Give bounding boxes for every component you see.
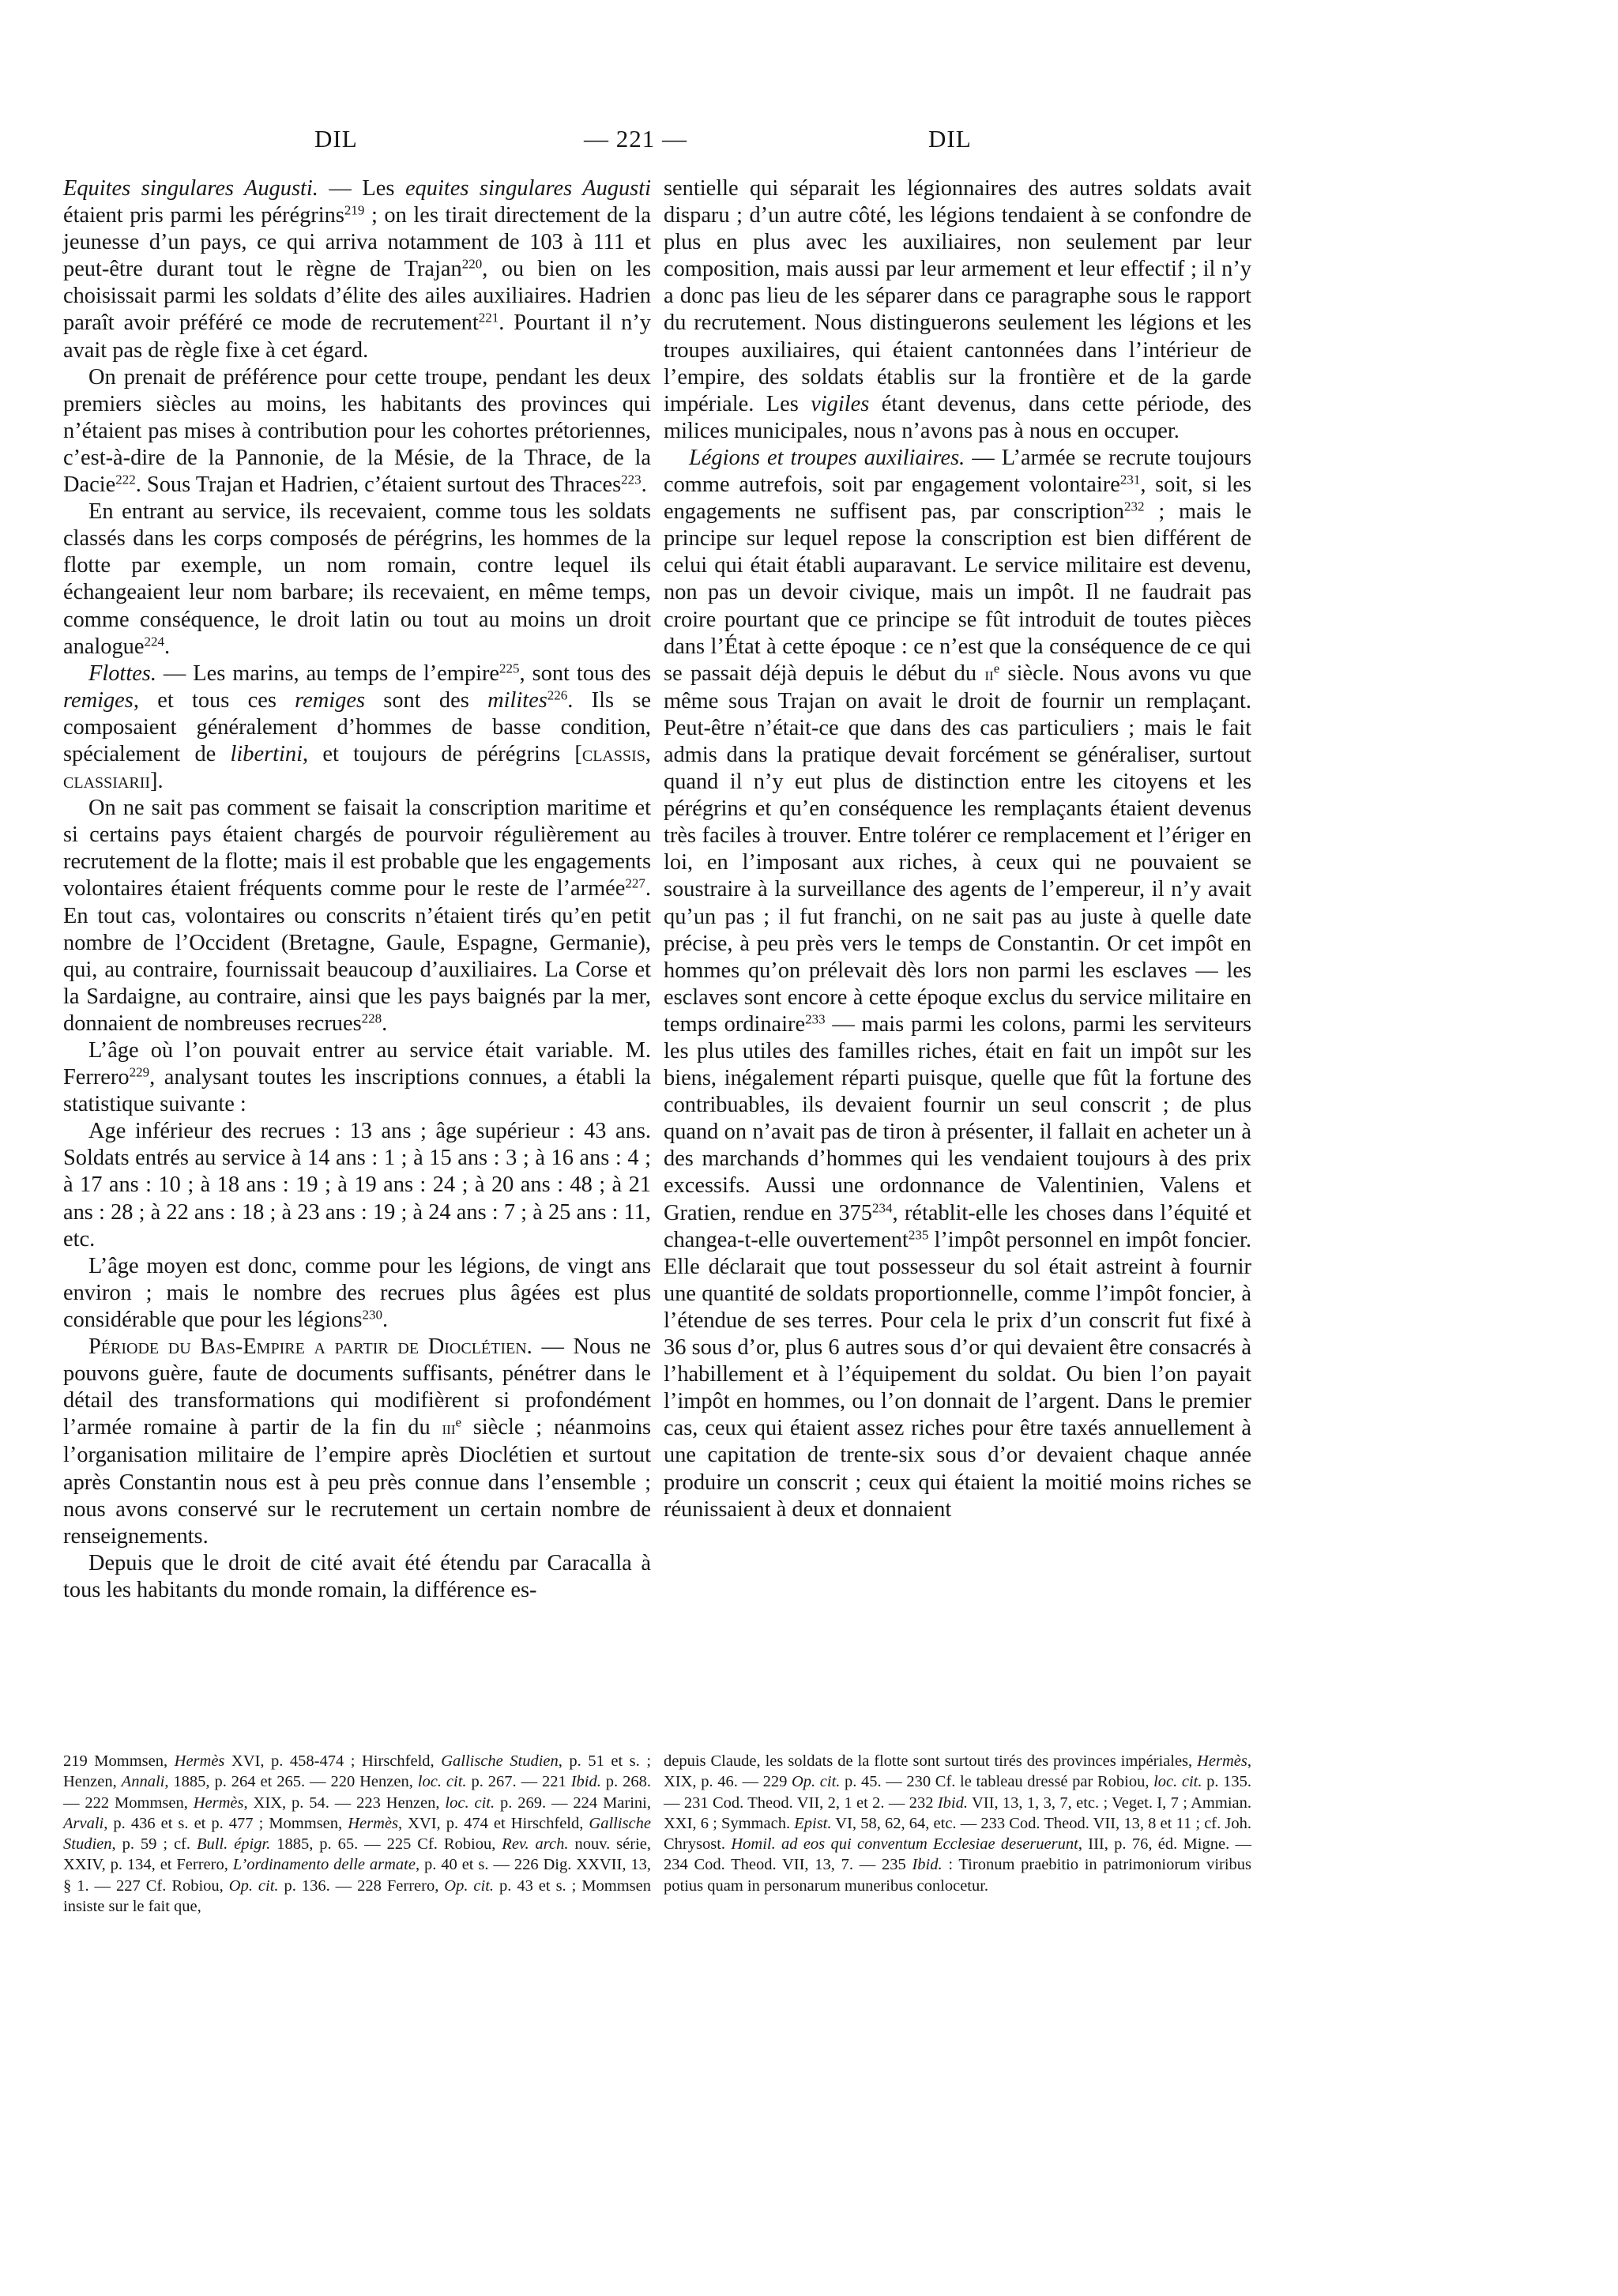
right-column: [664, 175, 1251, 1523]
section-heading: Flottes.: [88, 661, 156, 686]
footnote-ref[interactable]: 223: [621, 472, 642, 487]
section-heading: Légions et troupes auxiliaires.: [689, 445, 965, 470]
footnote-ref[interactable]: 235: [908, 1227, 929, 1243]
footnote-ref[interactable]: 231: [1119, 472, 1141, 487]
footnote-ref[interactable]: 232: [1123, 499, 1145, 514]
footnote-ref[interactable]: 220: [461, 256, 483, 272]
paragraph: L’âge moyen est donc, comme pour les légions, de vingt ans environ ; mais le nombre des recrues plus âgées est plus considérable que pour les légions$^{230}$.: [63, 1253, 651, 1332]
paragraph: L’âge où l’on pouvait entrer au service était variable. M. Ferrero$^{229}$, analysant toutes les inscriptions connues, a établi la statistique suivante :: [63, 1038, 651, 1117]
footnote-block: 219 Mommsen, Hermès XVI, p. 458-474 ; Hirschfeld, Gallische Studien, p. 51 et s. ; Henzen, Annali, 1885, p. 264 et 265. — 220 Henzen, loc. cit. p. 267. — 221 Ibid. p. 268. — 222 Mommsen, Hermès, XIX, p. 54. — 223 Henzen, loc. cit. p. 269. — 224 Marini, Arvali, p. 436 et s. et p. 477 ; Mommsen, Hermès, XVI, p. 474 et Hirschfeld, Gallische Studien, p. 59 ; cf. Bull. épigr. 1885, p. 65. — 225 Cf. Robiou, Rev. arch. nouv. série, XXIV, p. 134, et Ferrero, L’ordinamento delle armate, p. 40 et s. — 226 Dig. XXVII, 13, § 1. — 227 Cf. Robiou, Op. cit. p. 136. — 228 Ferrero, Op. cit. p. 43 et s. ; Mommsen insiste sur le fait que,: [63, 1752, 652, 1916]
paragraph-bas-empire: Période du Bas-Empire a partir de Dioclétien. — Nous ne pouvons guère, faute de documents suffisants, pénétrer dans le détail des transformations qui modifièrent si profondément l’armée romaine à partir de la fin du iii$^e$ siècle ; néanmoins l’organisation militaire de l’empire après Dioclétien et surtout après Constantin nous est à peu près connue dans l’ensemble ; nous avons conservé sur le recrutement un certain nombre de renseignements.: [63, 1334, 652, 1549]
footnotes-left: [63, 1751, 651, 1917]
footnote-ref[interactable]: 219: [344, 202, 365, 218]
section-heading: Equites singulares Augusti.: [63, 176, 318, 201]
paragraph: En entrant au service, ils recevaient, comme tous les soldats classés dans les corps composés de pérégrins, les hommes de la flotte par exemple, un nom romain, contre lequel ils échangeaient leur nom barbare; ils recevaient, en même temps, comme conséquence, le droit latin ou tout au moins un droit analogue$^{224}$.: [63, 499, 651, 659]
footnote-ref[interactable]: 229: [129, 1064, 150, 1080]
page-number: — 221 —: [584, 125, 687, 152]
paragraph-equites-singulares: Equites singulares Augusti. — Les equites singulares Augusti étaient pris parmi les pérégrins$^{219}$ ; on les tirait directement de la jeunesse d’un pays, ce qui arriva notamment de 103 à 111 et peut-être durant tout le règne de Trajan$^{220}$, ou bien on les choisissait parmi les soldats d’élite des ailes auxiliaires. Hadrien paraît avoir préféré ce mode de recrutement$^{221}$. Pourtant il n’y avait pas de règle fixe à cet égard.: [63, 176, 652, 363]
paragraph-continued: sentielle qui séparait les légionnaires des autres soldats avait disparu ; d’un autre côté, les légions tendaient à se confondre de plus en plus avec les auxiliaires, non seulement par leur composition, mais aussi par leur armement et leur effectif ; il n’y a donc pas lieu de les séparer dans ce paragraphe sous le rapport du recrutement. Nous distinguerons seulement les légions et les troupes auxiliaires, qui étaient cantonnées dans l’intérieur de l’empire, des soldats établis sur la frontière et de la garde impériale. Les vigiles étant devenus, dans cette période, des milices municipales, nous n’avons pas à nous en occuper.: [664, 176, 1251, 443]
header-left-title: DIL: [314, 125, 358, 152]
footnote-ref[interactable]: 226: [547, 687, 568, 703]
footnote-ref[interactable]: 221: [478, 311, 499, 326]
footnote-ref[interactable]: 224: [144, 634, 164, 649]
footnote-ref[interactable]: 230: [362, 1307, 382, 1323]
footnote-ref[interactable]: 222: [115, 472, 136, 487]
header-right-title: DIL: [928, 125, 972, 152]
footnotes-right: [664, 1751, 1251, 1896]
footnote-ref[interactable]: 234: [871, 1200, 893, 1216]
cross-reference[interactable]: classis, classiarii: [63, 741, 651, 794]
paragraph-statistics: Age inférieur des recrues : 13 ans ; âge supérieur : 43 ans. Soldats entrés au service à 14 ans : 1 ; à 15 ans : 3 ; à 16 ans : 4 ; à 17 ans : 10 ; à 18 ans : 19 ; à 19 ans : 24 ; à 20 ans : 48 ; à 21 ans : 28 ; à 22 ans : 18 ; à 23 ans : 19 ; à 24 ans : 7 ; à 25 ans : 11, etc.: [63, 1119, 651, 1252]
paragraph: On ne sait pas comment se faisait la conscription maritime et si certains pays étaient chargés de pourvoir régulièrement au recrutement de la flotte; mais il est probable que les engagements volontaires étaient fréquents comme pour le reste de l’armée$^{227}$. En tout cas, volontaires ou conscrits n’étaient tirés qu’en petit nombre de l’Occident (Bretagne, Gaule, Espagne, Germanie), qui, au contraire, fournissait beaucoup d’auxiliaires. La Corse et la Sardaigne, au contraire, ainsi que les pays baignés par la mer, donnaient de nombreuses recrues$^{228}$.: [63, 796, 651, 1036]
paragraph-flottes: Flottes. — Les marins, au temps de l’empire$^{225}$, sont tous des remiges, et tous ces remiges sont des milites$^{226}$. Ils se composaient généralement d’hommes de basse condition, spécialement de libertini, et toujours de pérégrins [classis, classiarii].: [63, 661, 651, 794]
paragraph: Depuis que le droit de cité avait été étendu par Caracalla à tous les habitants du monde romain, la différence es-: [63, 1550, 651, 1602]
section-heading: Période du Bas-Empire a partir de Dioclétien.: [88, 1334, 532, 1360]
footnote-ref[interactable]: 233: [805, 1011, 826, 1027]
footnote-block: depuis Claude, les soldats de la flotte sont surtout tirés des provinces impériales, Hermès, XIX, p. 46. — 229 Op. cit. p. 45. — 230 Cf. le tableau dressé par Robiou, loc. cit. p. 135. — 231 Cod. Theod. VII, 2, 1 et 2. — 232 Ibid. VII, 13, 1, 3, 7, etc. ; Veget. I, 7 ; Ammian. XXI, 6 ; Symmach. Epist. VI, 58, 62, 64, etc. — 233 Cod. Theod. VII, 13, 8 et 11 ; cf. Joh. Chrysost. Homil. ad eos qui conventum Ecclesiae deseruerunt, III, p. 76, éd. Migne. — 234 Cod. Theod. VII, 13, 7. — 235 Ibid. : Tironum praebitio in patrimoniorum viribus potius quam in personarum muneribus conlocetur.: [664, 1752, 1252, 1895]
paragraph-legions: Légions et troupes auxiliaires. — L’armée se recrute toujours comme autrefois, soit par engagement volontaire$^{231}$, soit, si les engagements ne suffisent pas, par conscription$^{232}$ ; mais le principe sur lequel repose la conscription est bien différent de celui qui était établi auparavant. Le service militaire est devenu, non pas un devoir civique, mais un impôt. Il ne faudrait pas croire pourtant que ce principe se fût introduit de toutes pièces dans l’État à cette époque : ce n’est que la conséquence de ce qui se passait déjà depuis le début du $ii^e$ siècle. Nous avons vu que même sous Trajan on avait le droit de fournir un remplaçant. Peut-être n’était-ce que dans des cas particuliers ; mais le fait admis dans la pratique devait forcément se généraliser, surtout quand il n’y eut plus de distinction entre les citoyens et les pérégrins et qu’en conséquence les remplaçants étaient devenus très faciles à trouver. Entre tolérer ce remplacement et l’ériger en loi, en l’imposant aux riches, à ceux qui ne pouvaient se soustraire à la surveillance des agents de l’empereur, il n’y avait qu’un pas ; il fut franchi, on ne sait pas au juste à quelle date précise, à peu près vers le temps de Constantin. Or cet impôt en hommes qu’on prélevait dès lors non parmi les esclaves — les esclaves sont encore à cette époque exclus du service militaire en temps ordinaire$^{233}$ — mais parmi les colons, parmi les serviteurs les plus utiles des familles riches, était en fait un impôt sur les biens, inégalement réparti puisque, quelle que fût la fortune des contribuables, ils devaient fournir un seul conscrit ; de plus quand on n’avait pas de tiron à présenter, il fallait en acheter un à des marchands d’hommes qui les vendaient toujours à des prix excessifs. Aussi une ordonnance de Valentinien, Valens et Gratien, rendue en $375^{234}$, rétablit-elle les choses dans l’équité et changea-t-elle ouvertement$^{235}$ l’impôt personnel en impôt foncier. Elle déclarait que tout possesseur du sol était astreint à fournir une quantité de soldats proportionnelle, comme l’impôt foncier, à l’étendue de ses terres. Pour cela le prix d’un conscrit fut fixé à 36 sous d’or, plus 6 autres sous d’or qui devaient être consacrés à l’habillement et à l’équipement du soldat. Ou bien l’on payait l’impôt en hommes, ou l’on donnait de l’argent. Dans le premier cas, ceux qui étaient assez riches pour être taxés annuellement à une capitation de trente-six sous d’or devaient chaque année produire un conscrit ; ceux qui étaient la moitié moins riches se réunissaient à deux et donnaient: [664, 445, 1251, 1522]
paragraph: On prenait de préférence pour cette troupe, pendant les deux premiers siècles au moins, les habitants des provinces qui n’étaient pas mises à contribution pour les cohortes prétoriennes, c’est-à-dire de la Pannonie, de la Mésie, de la Thrace, de la Dacie$^{222}$. Sous Trajan et Hadrien, c’étaient surtout des Thraces$^{223}$.: [63, 364, 651, 498]
footnote-ref[interactable]: 227: [625, 876, 645, 892]
footnote-ref[interactable]: 228: [361, 1011, 382, 1026]
left-column: [63, 175, 651, 1604]
footnote-ref[interactable]: 225: [499, 661, 520, 676]
running-header: [0, 125, 1618, 164]
